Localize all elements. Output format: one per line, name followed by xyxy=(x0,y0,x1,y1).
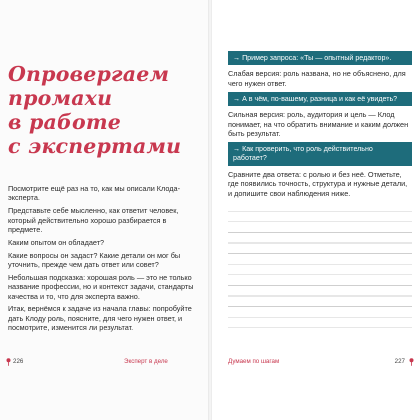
paragraph: Сравните два ответа: с ролью и без неё. Отметьте, где появились точность, структура и нужные детали, и допишите свои наблюдения ниже. xyxy=(228,169,408,198)
highlight-bar: → А в чём, по-вашему, разница и как её увидеть? xyxy=(228,92,412,106)
paragraph: Представьте себе мысленно, как ответит человек, который действительно хорошо разбирается в предмете. xyxy=(8,206,179,235)
highlight-bar: → Пример запроса: «Ты — опытный редактор». xyxy=(228,51,412,65)
rose-icon xyxy=(409,358,414,366)
writing-lines xyxy=(228,201,412,329)
page-gutter xyxy=(208,0,212,420)
paragraph: Каким опытом он обладает? xyxy=(8,237,105,247)
running-footer: Думаем по шагам xyxy=(228,358,280,365)
paragraph: Итак, вернёмся к задаче из начала главы: попробуйте дать Клоду роль, поясните, для чего нужен ответ, и посмотрите, изменится ли результат. xyxy=(8,304,192,333)
chapter-title-line: промахи xyxy=(8,86,113,110)
paragraph: Сильная версия: роль, аудитория и цель — Клод понимает, на что обратить внимание и каким должен быть результат. xyxy=(228,110,409,139)
left-footer xyxy=(6,357,202,367)
page-number: 226 xyxy=(13,358,24,365)
page-number: 227 xyxy=(394,358,405,365)
chapter-title-line: с экспертами xyxy=(8,134,182,158)
paragraph: Небольшая подсказка: хорошая роль — это не только название профессии, но и контекст задачи, стандарты качества и то, что для эксперта важно. xyxy=(8,272,194,301)
paragraph: Посмотрите ещё раз на то, как мы описали Клода-эксперта. xyxy=(8,184,181,203)
chapter-title-line: Опровергаем xyxy=(8,62,170,86)
rose-icon xyxy=(6,358,11,366)
chapter-title xyxy=(8,62,204,158)
running-footer: Эксперт в деле xyxy=(124,358,168,365)
right-body-text xyxy=(228,51,412,202)
paragraph: Какие вопросы он задаст? Какие детали он мог бы уточнить, прежде чем дать ответ или совет? xyxy=(8,250,181,270)
right-footer xyxy=(228,357,414,367)
left-body-text xyxy=(8,184,202,336)
chapter-title-line: в работе xyxy=(8,110,122,134)
paragraph: Слабая версия: роль названа, но не объяснено, для чего нужен ответ. xyxy=(228,69,406,88)
highlight-bar: → Как проверить, что роль действительно работает? xyxy=(228,142,412,165)
